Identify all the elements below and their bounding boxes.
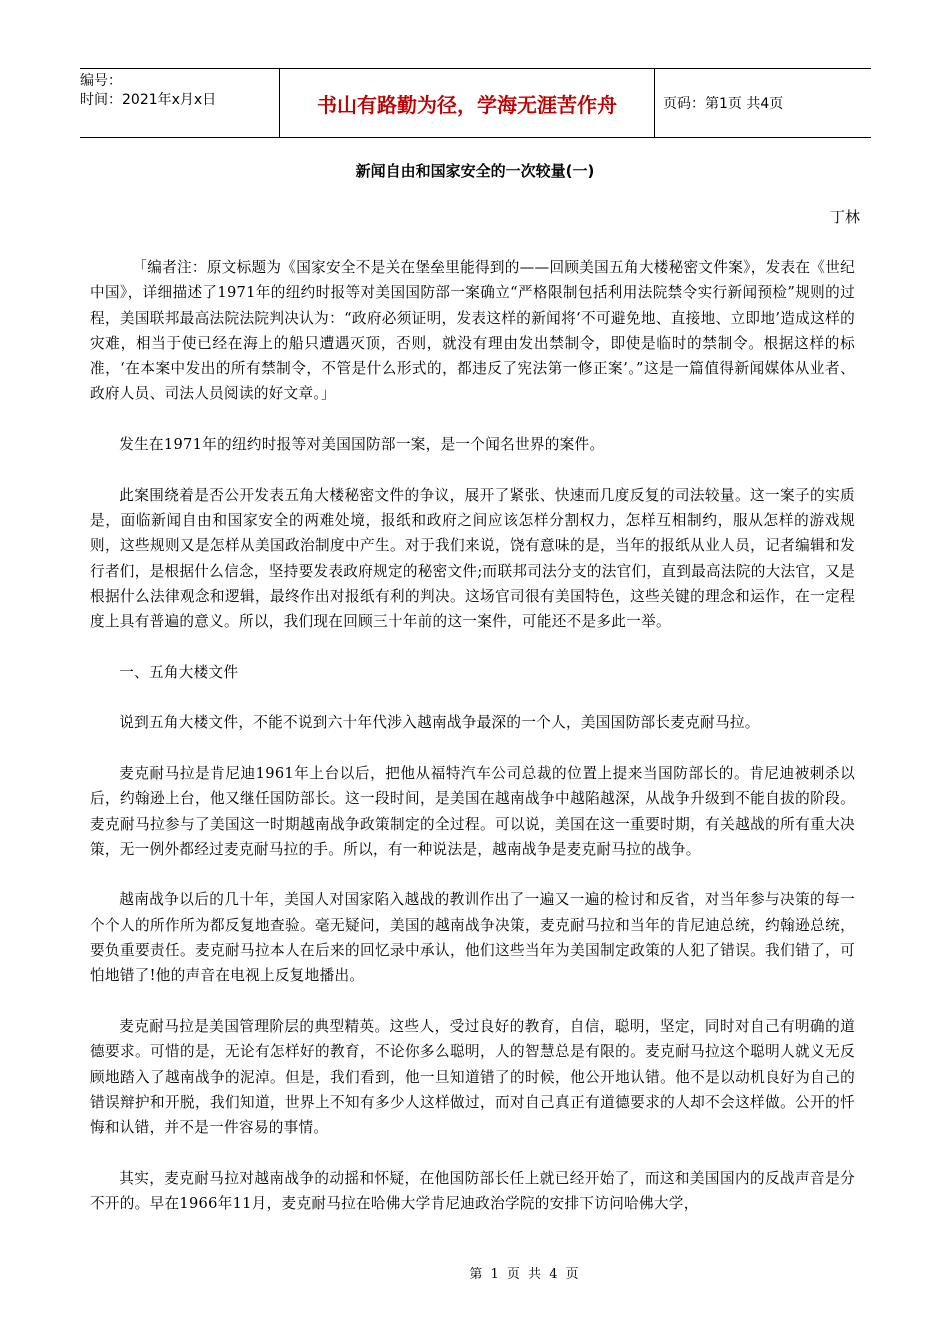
header-left-cell xyxy=(80,69,280,137)
document-date-label: 时间：2021年x月x日 xyxy=(80,92,217,108)
page-footer: 第 1 页 共 4 页 xyxy=(469,1267,581,1282)
header-page-label: 页码：第1页 共4页 xyxy=(663,96,784,112)
body-paragraph: 此案围绕着是否公开发表五角大楼秘密文件的争议，展开了紧张、快速而几度反复的司法较量。这一案子的实质是，面临新闻自由和国家安全的两难处境，报纸和政府之间应该怎样分割权力，怎样互相制约，服从怎样的游戏规则，这些规则又是怎样从美国政治制度中产生。对于我们来说，饶有意味的是，当年的报纸从业人员，记者编辑和发行者们，是根据什么信念，坚持要发表政府规定的秘密文件;而联邦司法分支的法官们，直到最高法院的大法官，又是根据什么法律观念和逻辑，最终作出对报纸有利的判决。这场官司很有美国特色，这些关键的理念和运作，在一定程度上具有普遍的意义。所以，我们现在回顾三十年前的这一案件，可能还不是多此一举。 xyxy=(90,486,855,631)
document-author: 丁林 xyxy=(829,208,860,226)
body-paragraph: 麦克耐马拉是美国管理阶层的典型精英。这些人，受过良好的教育，自信，聪明，坚定，同时对自己有明确的道德要求。可惜的是，无论有怎样好的教育，不论你多么聪明，人的智慧总是有限的。麦克耐马拉这个聪明人就义无反顾地踏入了越南战争的泥淖。但是，我们看到，他一旦知道错了的时候，他公开地认错。他不是以动机良好为自己的错误辩护和开脱，我们知道，世界上不知有多少人这样做过，而对自己真正有道德要求的人却不会这样做。公开的忏悔和认错，并不是一件容易的事情。 xyxy=(90,1017,855,1137)
header-motto: 书山有路勤为径，学海无涯苦作舟 xyxy=(280,69,655,137)
document-body xyxy=(90,255,855,1242)
header-table xyxy=(80,68,871,138)
body-paragraph: 其实，麦克耐马拉对越南战争的动摇和怀疑，在他国防部长任上就已经开始了，而这和美国国内的反战声音是分不开的。早在1966年11月，麦克耐马拉在哈佛大学肯尼迪政治学院的安排下访问哈佛大学， xyxy=(90,1169,855,1212)
section-heading: 一、五角大楼文件 xyxy=(119,663,239,681)
body-paragraph: 麦克耐马拉是肯尼迪1961年上台以后，把他从福特汽车公司总裁的位置上提来当国防部长的。肯尼迪被刺杀以后，约翰逊上台，他又继任国防部长。这一段时间，是美国在越南战争中越陷越深，从战争升级到不能自拔的阶段。麦克耐马拉参与了美国这一时期越南战争政策制定的全过程。可以说，美国在这一重要时期，有关越战的所有重大决策，无一例外都经过麦克耐马拉的手。所以，有一种说法是，越南战争是麦克耐马拉的战争。 xyxy=(90,764,855,858)
document-title: 新闻自由和国家安全的一次较量(一) xyxy=(355,162,595,180)
document-number-label: 编号： xyxy=(80,73,122,89)
body-paragraph: 发生在1971年的纽约时报等对美国国防部一案，是一个闻名世界的案件。 xyxy=(119,436,605,454)
editor-note-paragraph: 「编者注：原文标题为《国家安全不是关在堡垒里能得到的——回顾美国五角大楼秘密文件案》，发表在《世纪中国》，详细描述了1971年的纽约时报等对美国国防部一案确立“严格限制包括利用法院禁令实行新闻预检”规则的过程，美国联邦最高法院法院判决认为：“政府必须证明，发表这样的新闻将‘不可避免地、直接地、立即地’造成这样的灾难，相当于使已经在海上的船只遭遇灭顶，否则，就没有理由发出禁制令，即使是临时的禁制令。根据这样的标准，‘在本案中发出的所有禁制令，不管是什么形式的，都违反了宪法第一修正案’。”这是一篇值得新闻媒体从业者、政府人员、司法人员阅读的好文章。」 xyxy=(90,259,855,403)
body-paragraph: 越南战争以后的几十年，美国人对国家陷入越战的教训作出了一遍又一遍的检讨和反省，对当年参与决策的每一个个人的所作所为都反复地查验。毫无疑问，美国的越南战争决策，麦克耐马拉和当年的肯尼迪总统，约翰逊总统，要负重要责任。麦克耐马拉本人在后来的回忆录中承认，他们这些当年为美国制定政策的人犯了错误。我们错了，可怕地错了!他的声音在电视上反复地播出。 xyxy=(90,891,855,985)
body-paragraph: 说到五角大楼文件，不能不说到六十年代涉入越南战争最深的一个人，美国国防部长麦克耐马拉。 xyxy=(119,714,760,732)
